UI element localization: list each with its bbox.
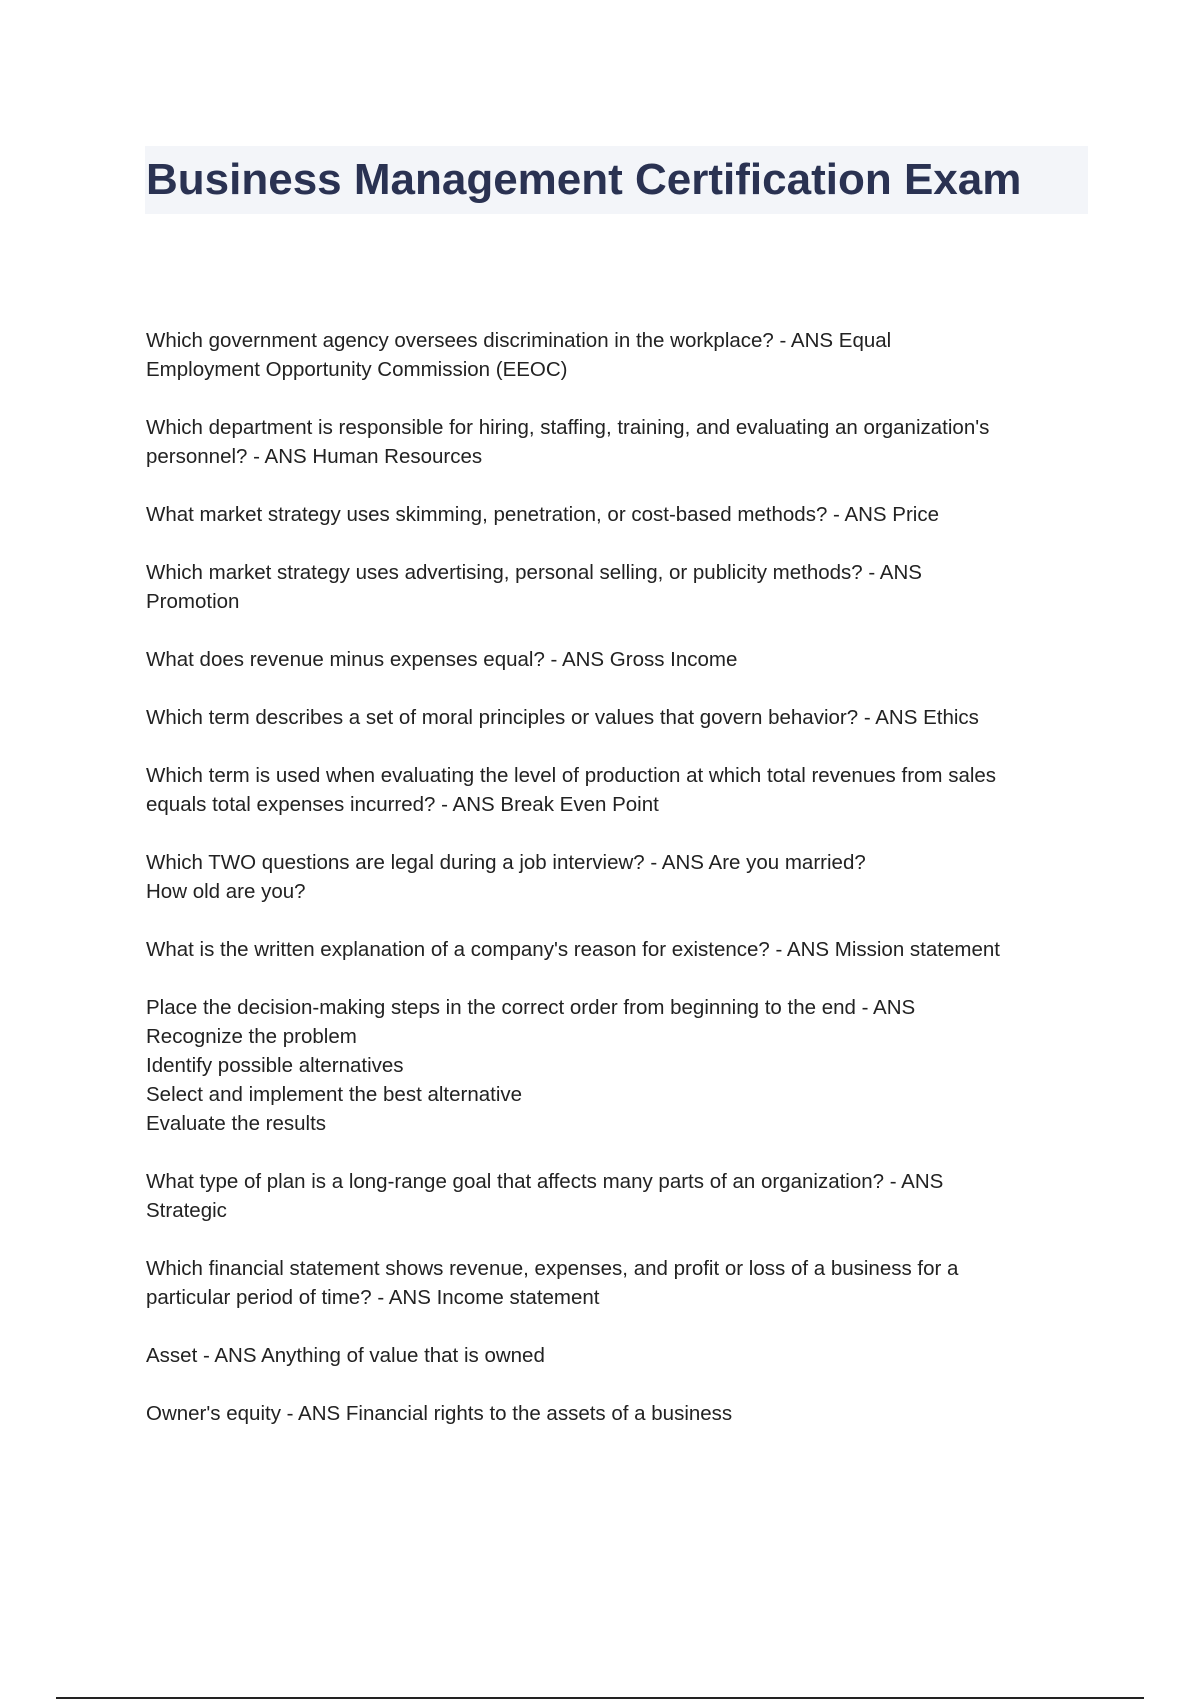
answer-text: Ethics xyxy=(923,706,979,729)
ans-separator: - ANS xyxy=(644,851,709,874)
qa-item xyxy=(146,1399,1096,1428)
answer-text: Strategic xyxy=(146,1199,227,1222)
question-text: Asset xyxy=(146,1344,198,1367)
question-text: What is the written explanation of a company's reason for existence? xyxy=(146,938,770,961)
question-text: Which TWO questions are legal during a job interview? xyxy=(146,851,645,874)
answer-text: Anything of value that is owned xyxy=(261,1344,545,1367)
answer-text: Financial rights to the assets of a business xyxy=(345,1402,733,1425)
qa-item xyxy=(146,848,1096,906)
qa-item xyxy=(146,703,1096,732)
ans-separator: - ANS xyxy=(884,1170,944,1193)
qa-item xyxy=(146,1254,1096,1312)
ans-separator: - ANS xyxy=(773,329,839,352)
question-text: What does revenue minus expenses equal? xyxy=(146,648,545,671)
ans-separator: - ANS xyxy=(280,1402,346,1425)
qa-item xyxy=(146,326,1096,384)
question-text: What market strategy uses skimming, penetration, or cost-based methods? xyxy=(146,503,828,526)
ans-separator: - ANS xyxy=(862,561,922,584)
qa-item xyxy=(146,993,1096,1138)
footer-divider xyxy=(56,1697,1144,1699)
question-text: Which government agency oversees discrimination in the workplace? xyxy=(146,329,774,352)
question-text: Which term is used when evaluating the level of production at which total revenues from sales equals total expenses incurred? xyxy=(146,764,997,816)
question-text: Which term describes a set of moral principles or values that govern behavior? xyxy=(146,706,859,729)
question-text: Owner's equity xyxy=(146,1402,281,1425)
qa-item xyxy=(146,500,1096,529)
qa-item xyxy=(146,935,1096,964)
question-text: What type of plan is a long-range goal that affects many parts of an organization? xyxy=(146,1170,885,1193)
qa-item xyxy=(146,1167,1096,1225)
question-text: Which department is responsible for hiring, staffing, training, and evaluating an organization's personnel? xyxy=(146,416,990,468)
answer-text: Human Resources xyxy=(312,445,483,468)
ans-separator: - ANS xyxy=(544,648,610,671)
qa-item xyxy=(146,645,1096,674)
qa-list xyxy=(146,326,1096,1457)
ans-separator: - ANS xyxy=(197,1344,262,1367)
question-text: Which financial statement shows revenue, expenses, and profit or loss of a business for a particular period of time? xyxy=(146,1257,959,1309)
qa-item xyxy=(146,558,1096,616)
qa-item xyxy=(146,1341,1096,1370)
ans-separator: - ANS xyxy=(371,1286,437,1309)
answer-text: Mission statement xyxy=(834,938,1000,961)
question-text: Place the decision-making steps in the correct order from beginning to the end xyxy=(146,996,856,1019)
answer-text: Income statement xyxy=(436,1286,600,1309)
document-title: Business Management Certification Exam xyxy=(146,155,1022,204)
ans-separator: - ANS xyxy=(855,996,916,1019)
answer-text: Equal Employment Opportunity Commission (EEOC) xyxy=(146,329,892,381)
qa-item xyxy=(146,761,1096,819)
ans-separator: - ANS xyxy=(858,706,924,729)
answer-text: Price xyxy=(892,503,940,526)
question-text: Which market strategy uses advertising, personal selling, or publicity methods? xyxy=(146,561,863,584)
qa-item xyxy=(146,413,1096,471)
ans-separator: - ANS xyxy=(827,503,893,526)
answer-text: Recognize the problem Identify possible alternatives Select and implement the best alternative Evaluate the results xyxy=(146,1025,523,1135)
answer-text: Promotion xyxy=(146,590,240,613)
ans-separator: - ANS xyxy=(435,793,501,816)
ans-separator: - ANS xyxy=(247,445,313,468)
answer-text: Gross Income xyxy=(609,648,738,671)
ans-separator: - ANS xyxy=(769,938,835,961)
answer-text: Are you married? How old are you? xyxy=(146,851,866,903)
answer-text: Break Even Point xyxy=(500,793,659,816)
